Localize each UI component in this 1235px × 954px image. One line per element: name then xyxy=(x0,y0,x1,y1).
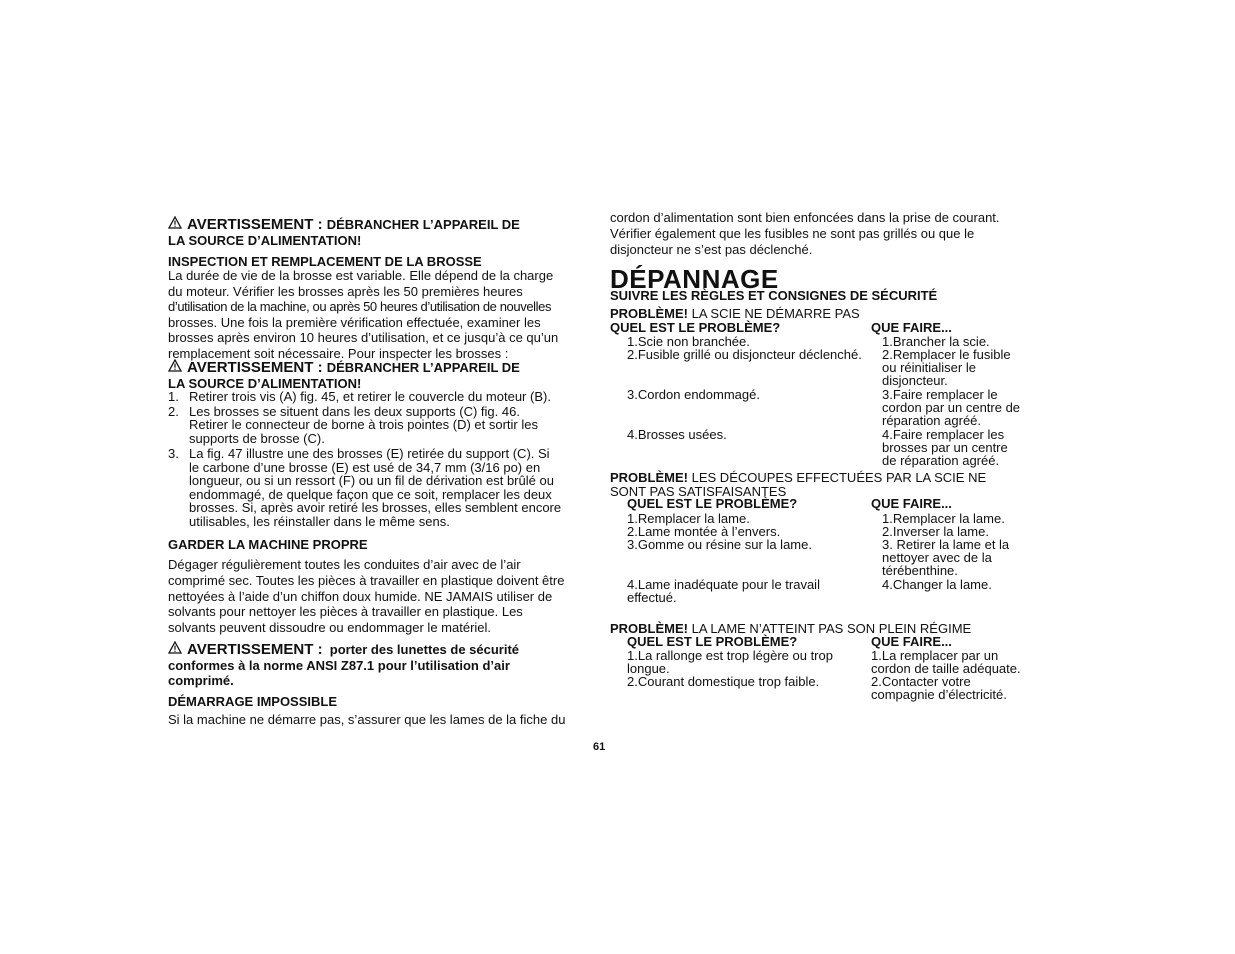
answer-header: QUE FAIRE... xyxy=(871,320,952,335)
warning-triangle-icon xyxy=(168,216,182,233)
section-subtitle: SUIVRE LES RÈGLES ET CONSIGNES DE SÉCURITÉ xyxy=(610,288,938,303)
list-item xyxy=(168,390,598,404)
text-line: 3.Faire remplacer le xyxy=(882,387,998,402)
text-line: 4.Faire remplacer les xyxy=(882,427,1005,442)
problem-label: PROBLÈME! xyxy=(610,306,688,321)
answer-header: QUE FAIRE... xyxy=(871,496,952,511)
text-line: effectué. xyxy=(627,590,677,606)
text-line: La durée de vie de la brosse est variable. Elle dépend de la charge xyxy=(168,268,554,283)
warning-label: AVERTISSEMENT : xyxy=(187,216,323,233)
problem-fix xyxy=(882,428,1008,468)
warning-triangle-icon xyxy=(168,359,182,376)
warning-text: porter des lunettes de sécurité xyxy=(329,642,520,657)
problem-cause: 2.Fusible grillé ou disjoncteur déclenché. xyxy=(627,347,862,362)
problem-fix: 1.Brancher la scie. xyxy=(882,334,990,349)
list-number: 2. xyxy=(168,403,179,419)
text-line: Dégager régulièrement toutes les conduites d’air avec de l’air xyxy=(168,557,521,572)
problem-fix xyxy=(871,649,1021,675)
question-header: QUEL EST LE PROBLÈME? xyxy=(627,496,798,511)
problem-label: PROBLÈME! xyxy=(610,470,688,485)
problem-cause xyxy=(627,649,833,675)
problem-cause: 3.Gomme ou résine sur la lame. xyxy=(627,537,812,552)
text-line: du moteur. Vérifier les brosses après les 50 premières heures xyxy=(168,283,523,299)
warning-triangle-icon xyxy=(168,641,182,658)
section-title-nostart: DÉMARRAGE IMPOSSIBLE xyxy=(168,694,338,709)
text-line: disjoncteur. xyxy=(882,373,948,389)
problem-cause: 2.Courant domestique trop faible. xyxy=(627,674,820,689)
problem-heading-2 xyxy=(610,471,986,498)
problem-cause: 2.Lame montée à l’envers. xyxy=(627,524,781,539)
page-title: DÉPANNAGE xyxy=(610,264,779,294)
text-line: cordon de taille adéquate. xyxy=(871,661,1021,677)
problem-title: LES DÉCOUPES EFFECTUÉES PAR LA SCIE NE xyxy=(691,470,987,485)
text-line: brosses. Si, après avoir retiré les brosses, elles semblent encore xyxy=(189,500,562,515)
text-line: remplacement soit nécessaire. Pour inspecter les brosses : xyxy=(168,345,509,361)
list-number: 3. xyxy=(168,446,179,461)
brush-steps-list xyxy=(168,390,598,528)
problem-label: PROBLÈME! xyxy=(610,621,688,636)
warning-heading-2 xyxy=(168,359,598,392)
continued-paragraph xyxy=(610,210,1050,258)
text-line: endommagé, de quelque façon que ce soit, remplacer les deux xyxy=(189,486,552,502)
text-line: disjoncteur ne s’est pas déclenché. xyxy=(610,242,813,257)
text-line: de réparation agréé. xyxy=(882,453,1000,469)
list-number: 1. xyxy=(168,389,179,404)
text-line: cordon par un centre de xyxy=(882,400,1021,416)
text-line: Les brosses se situent dans les deux supports (C) fig. 46. xyxy=(189,403,520,419)
text-line: 2.Remplacer le fusible xyxy=(882,347,1011,362)
text-line: La fig. 47 illustre une des brosses (E) retirée du support (C). Si xyxy=(189,446,550,461)
problem-cause xyxy=(627,578,820,604)
warning-text: DÉBRANCHER L’APPAREIL DE xyxy=(326,217,520,232)
problem-fix xyxy=(882,388,1020,428)
inspection-paragraph xyxy=(168,268,598,362)
text-line: longueur, ou si un ressort (F) ou un fil de dérivation est brûlé ou xyxy=(189,473,554,488)
problem-title: LA LAME N’ATTEINT PAS SON PLEIN RÉGIME xyxy=(691,621,972,636)
text-line: nettoyer avec de la xyxy=(882,550,992,566)
answer-header: QUE FAIRE... xyxy=(871,634,952,649)
text-line: 4.Lame inadéquate pour le travail xyxy=(627,577,820,592)
text-line: solvants pour nettoyer les pièces à travailler en plastique. Les xyxy=(168,604,523,620)
section-title-inspection: INSPECTION ET REMPLACEMENT DE LA BROSSE xyxy=(168,254,482,269)
text-line: cordon d’alimentation sont bien enfoncées dans la prise de courant. xyxy=(610,210,1000,225)
warning-text: LA SOURCE D’ALIMENTATION! xyxy=(168,376,362,391)
problem-fix: 4.Changer la lame. xyxy=(882,577,992,592)
text-line: brosses. Une fois la première vérification effectuée, examiner les xyxy=(168,314,541,330)
text-line: longue. xyxy=(627,661,670,677)
warning-text-continued xyxy=(168,658,598,688)
text-line: térébenthine. xyxy=(882,563,958,579)
text-line: supports de brosse (C). xyxy=(189,430,325,446)
text-line: 1.La rallonge est trop légère ou trop xyxy=(627,648,833,663)
page-number: 61 xyxy=(593,741,606,753)
text-line: comprimé. xyxy=(168,673,234,688)
text-line: brosses après environ 10 heures d’utilisation, et ce jusqu’à ce qu’un xyxy=(168,330,559,346)
nostart-line: Si la machine ne démarre pas, s’assurer que les lames de la fiche du xyxy=(168,712,566,727)
text-line: Retirer le connecteur de borne à trois pointes (D) et sortir les xyxy=(189,417,538,432)
problem-title: SONT PAS SATISFAISANTES xyxy=(610,483,787,499)
text-line: 3. Retirer la lame et la xyxy=(882,537,1010,552)
warning-heading-3 xyxy=(168,641,598,658)
warning-label: AVERTISSEMENT : xyxy=(187,359,323,376)
question-header: QUEL EST LE PROBLÈME? xyxy=(627,634,798,649)
text-line: le carbone d’une brosse (E) est usé de 34,7 mm (3/16 po) en xyxy=(189,459,541,475)
text-line: ou réinitialiser le xyxy=(882,360,976,376)
problem-fix xyxy=(882,538,1009,578)
list-item xyxy=(168,447,598,528)
text-line: comprimé sec. Toutes les pièces à travailler en plastique doivent être xyxy=(168,572,565,588)
text-line: solvants peuvent dissoudre ou endommager le matériel. xyxy=(168,620,492,636)
problem-fix: 2.Inverser la lame. xyxy=(882,524,989,539)
text-line: réparation agréé. xyxy=(882,413,982,429)
text-line: 2.Contacter votre xyxy=(871,674,971,689)
problem-cause: 1.Scie non branchée. xyxy=(627,334,750,349)
problem-fix xyxy=(882,348,1011,388)
warning-text: LA SOURCE D’ALIMENTATION! xyxy=(168,233,362,248)
problem-fix: 1.Remplacer la lame. xyxy=(882,511,1005,526)
problem-title: LA SCIE NE DÉMARRE PAS xyxy=(691,306,860,321)
text-line: 1.La remplacer par un xyxy=(871,648,999,663)
warning-text: DÉBRANCHER L’APPAREIL DE xyxy=(326,360,520,375)
warning-heading-1 xyxy=(168,216,598,249)
problem-fix xyxy=(871,675,1007,701)
text-line: Retirer trois vis (A) fig. 45, et retirer le couvercle du moteur (B). xyxy=(189,389,551,404)
text-line: brosses par un centre xyxy=(882,440,1008,456)
text-line: Vérifier également que les fusibles ne sont pas grillés ou que le xyxy=(610,226,975,241)
text-line: compagnie d’électricité. xyxy=(871,687,1007,703)
problem-cause: 1.Remplacer la lame. xyxy=(627,511,750,526)
warning-label: AVERTISSEMENT : xyxy=(187,641,323,658)
question-header: QUEL EST LE PROBLÈME? xyxy=(610,320,781,335)
clean-paragraph xyxy=(168,557,598,636)
text-line: utilisables, les réinstaller dans le même sens. xyxy=(189,513,450,529)
problem-cause: 4.Brosses usées. xyxy=(627,427,727,442)
text-line: conformes à la norme ANSI Z87.1 pour l’utilisation d’air xyxy=(168,658,510,673)
text-line: nettoyées à l’aide d’un chiffon doux humide. NE JAMAIS utiliser de xyxy=(168,588,553,604)
section-title-clean: GARDER LA MACHINE PROPRE xyxy=(168,537,368,552)
problem-cause: 3.Cordon endommagé. xyxy=(627,387,760,402)
text-line: d’utilisation de la machine, ou après 50 heures d’utilisation de nouvelles xyxy=(168,299,552,315)
list-item xyxy=(168,405,598,446)
